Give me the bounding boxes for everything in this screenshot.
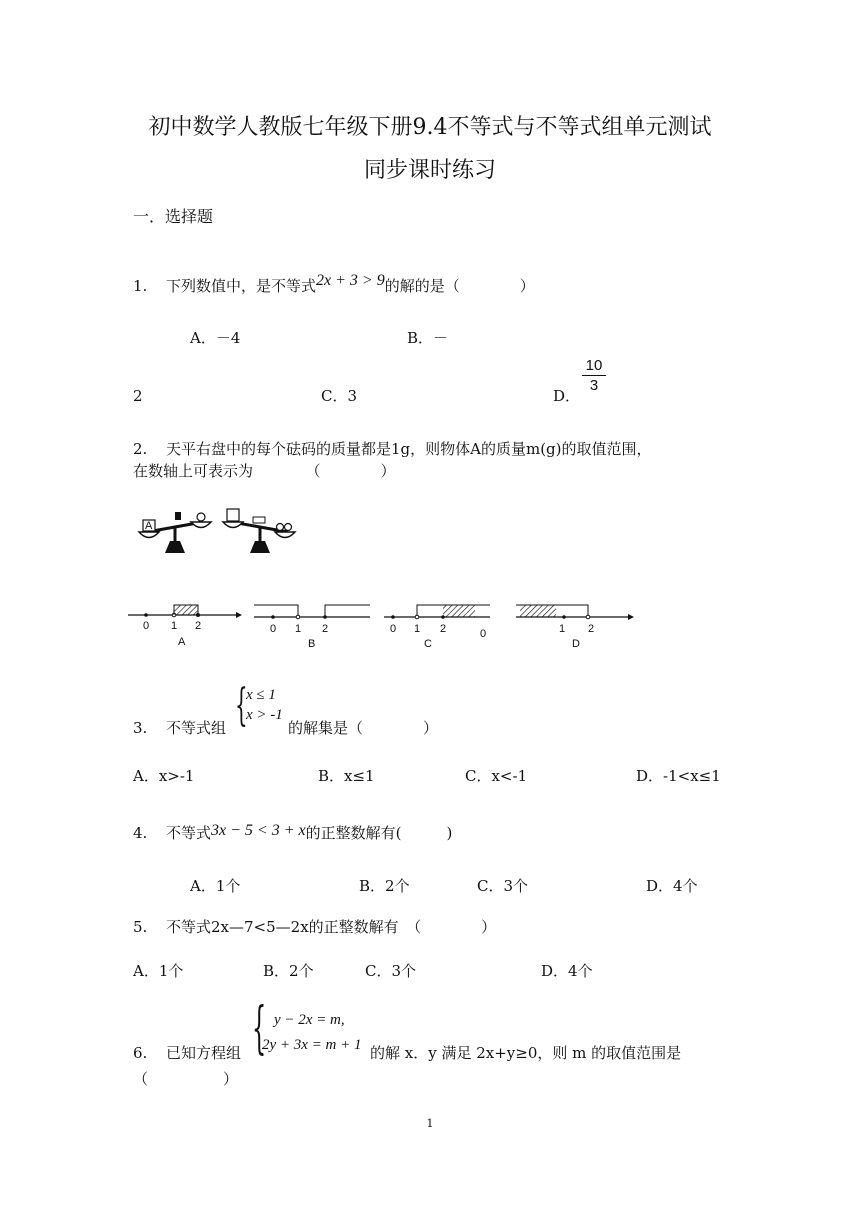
- svg-text:0: 0: [270, 623, 277, 635]
- q6-pre: 已知方程组: [166, 1044, 242, 1062]
- q3-option-d: D．-1<x≤1: [636, 767, 721, 785]
- q4-option-a: A．1个: [190, 877, 241, 895]
- svg-text:2: 2: [195, 620, 202, 632]
- q4-stem: 不等式3x − 5 < 3 + x的正整数解有( ): [166, 822, 453, 842]
- q4-option-c: C．3个: [477, 877, 529, 895]
- q6-system: y − 2x = m, 2y + 3x = m + 1: [262, 1012, 362, 1053]
- svg-text:1: 1: [559, 623, 566, 635]
- q6-answer-blank: （ ）: [133, 1070, 239, 1088]
- q1-option-b-cont: 2: [133, 387, 143, 405]
- q6-number: 6.: [133, 1044, 148, 1062]
- q3-option-a: A．x>-1: [133, 767, 195, 785]
- q3-option-c: C．x<-1: [465, 767, 528, 785]
- q5-option-d: D．4个: [541, 962, 593, 980]
- q1-number: 1.: [133, 277, 148, 295]
- q3-system-brace: {: [235, 680, 248, 731]
- q5-option-c: C．3个: [365, 962, 417, 980]
- q5-option-b: B．2个: [263, 962, 314, 980]
- q5-stem: 不等式2x—7<5—2x的正整数解有 （ ）: [166, 918, 497, 936]
- number-line-c: [384, 605, 490, 650]
- q1-option-d: D．: [553, 387, 581, 405]
- number-line-a: [128, 605, 242, 648]
- q3-pre: 不等式组: [166, 719, 227, 737]
- title-line-1: 初中数学人教版七年级下册9.4不等式与不等式组单元测试: [148, 115, 712, 140]
- title-line-2: 同步课时练习: [363, 158, 496, 183]
- q3-number: 3.: [133, 719, 148, 737]
- q1-option-c: C．3: [321, 387, 358, 405]
- q2-stem-line-1: 天平右盘中的每个砝码的质量都是1g，则物体A的质量m(g)的取值范围，: [166, 440, 652, 458]
- q4-option-b: B．2个: [359, 877, 410, 895]
- svg-text:A: A: [145, 520, 153, 532]
- q3-post: 的解集是（ ）: [288, 719, 439, 737]
- svg-text:1: 1: [295, 623, 302, 635]
- number-line-b: [254, 605, 370, 650]
- q3-option-b: B．x≤1: [318, 767, 375, 785]
- number-line-d: [516, 605, 634, 650]
- svg-text:A: A: [178, 636, 186, 648]
- svg-text:C: C: [424, 638, 432, 650]
- q6-system-brace: {: [252, 996, 267, 1061]
- q3-system: x ≤ 1 x > -1: [246, 687, 283, 723]
- q1-option-d-fraction: 10 3: [582, 357, 606, 394]
- q5-number: 5.: [133, 918, 148, 936]
- svg-text:0: 0: [480, 628, 487, 640]
- svg-text:2: 2: [440, 623, 447, 635]
- q5-option-a: A．1个: [133, 962, 184, 980]
- q1-stem: 下列数值中，是不等式2x + 3 > 9的解的是（ ）: [166, 272, 535, 295]
- q2-number-line-options: [128, 595, 648, 655]
- balance-scale-1: [139, 512, 211, 553]
- svg-text:1: 1: [171, 620, 178, 632]
- q4-option-d: D．4个: [646, 877, 698, 895]
- balance-scales-figure: [135, 505, 305, 565]
- svg-text:2: 2: [322, 623, 329, 635]
- svg-text:B: B: [308, 638, 316, 650]
- q2-stem-line-2: 在数轴上可表示为 （ ）: [133, 462, 396, 480]
- q6-post: 的解 x．y 满足 2x+y≥0，则 m 的取值范围是: [370, 1044, 682, 1062]
- q1-option-b: B．－: [407, 329, 449, 347]
- q1-option-a: A．－4: [190, 329, 241, 347]
- section-heading: 一．选择题: [133, 207, 214, 226]
- q1-expression: 2x + 3 > 9: [316, 272, 385, 289]
- svg-text:0: 0: [390, 623, 397, 635]
- q4-expression: 3x − 5 < 3 + x: [211, 822, 306, 839]
- balance-scale-2: [223, 509, 295, 553]
- q4-number: 4.: [133, 824, 148, 842]
- svg-text:D: D: [572, 638, 580, 650]
- svg-text:1: 1: [414, 623, 421, 635]
- svg-text:0: 0: [143, 620, 150, 632]
- q2-number: 2.: [133, 440, 148, 458]
- page-number: 1: [426, 1117, 434, 1130]
- svg-text:2: 2: [588, 623, 595, 635]
